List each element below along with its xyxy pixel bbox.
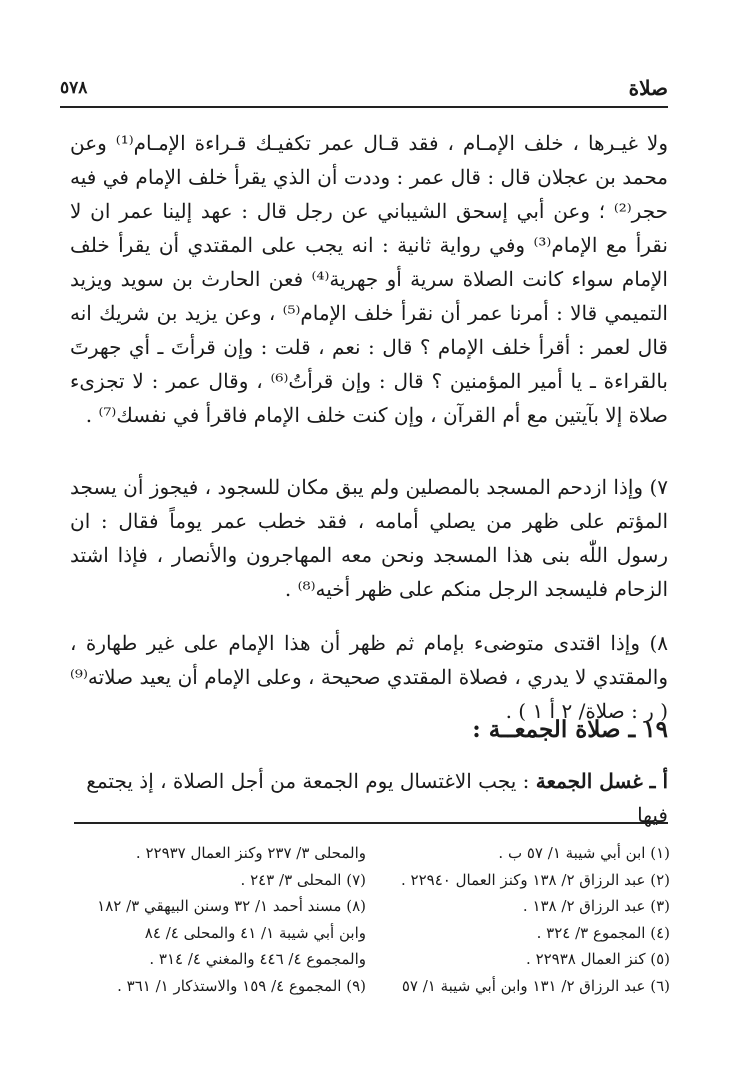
footnote: (٤) المجموع ٣/ ٣٢٤ .	[536, 923, 670, 942]
footnote: (١) ابن أبي شيبة ١/ ٥٧ ب .	[498, 844, 670, 862]
footnote: (٦) عبد الرزاق ٢/ ١٣١ وابن أبي شيبة ١/ ٥٧	[401, 976, 670, 995]
header-title: صلاة	[628, 76, 668, 100]
footnotes-left-column	[66, 840, 366, 999]
footnote: (٩) المجموع ٤/ ١٥٩ والاستذكار ١/ ٣٦١ .	[117, 976, 366, 995]
footnote: والمجموع ٤/ ٤٤٦ والمغني ٤/ ٣١٤ .	[149, 950, 366, 968]
subsection-text: : يجب الاغتسال يوم الجمعة من أجل الصلاة ، إذ يجتمع فيها	[86, 769, 668, 827]
main-text	[70, 126, 668, 728]
footnotes-right-column	[370, 840, 670, 999]
page-number: ٥٧٨	[60, 78, 88, 98]
footnote: (٧) المحلى ٣/ ٢٤٣ .	[240, 870, 366, 889]
footnote: (٨) مسند أحمد ١/ ٣٢ وسنن البيهقي ٣/ ١٨٢	[97, 897, 366, 915]
footnote: (٣) عبد الرزاق ٢/ ١٣٨ .	[522, 897, 670, 915]
subsection-label: أ ـ غسل الجمعة	[535, 769, 668, 793]
footnote: (٢) عبد الرزاق ٢/ ١٣٨ وكنز العمال ٢٢٩٤٠ .	[400, 870, 670, 889]
paragraph: ولا غيـرها ، خلف الإمـام ، فقد قـال عمر تكفيـك قـراءة الإمـام⁽¹⁾ وعن محمد بن عجلان قال : قال عمر : وددت أن الذي يقرأ خلف الإمام في فيه حجر⁽²⁾ ؛ وعن أبي إسحق الشيباني عن رجل قال : عهد إلينا عمر ان لا نقرأ مع الإمام⁽³⁾ وفي رواية ثانية : انه يجب على المقتدي أن يقرأ خلف الإمام سواء كانت الصلاة سرية أو جهرية⁽⁴⁾ فعن الحارث بن سويد ويزيد التميمي قالا : أمرنا عمر أن نقرأ خلف الإمام⁽⁵⁾ ، وعن يزيد بن شريك انه قال لعمر : أقرأ خلف الإمام ؟ قال : نعم ، قلت : وإن قرأتَ ـ أي جهرتَ بالقراءة ـ يا أمير المؤمنين ؟ قال : وإن قرأتُ⁽⁶⁾ ، وقال عمر : لا تجزىء صلاة إلا بآيتين مع أم القرآن ، وإن كنت خلف الإمام فاقرأ في نفسك⁽⁷⁾ .	[70, 131, 668, 427]
paragraph: ٧) وإذا ازدحم المسجد بالمصلين ولم يبق مكان للسجود ، فيجوز أن يسجد المؤتم على ظهر من يصلي أمامه ، فقد خطب عمر يوماً فقال : ان رسول اللّٰه بنى هذا المسجد ونحن معه المهاجرون والأنصار ، فإذا اشتد الزحام فليسجد الرجل منكم على ظهر أخيه⁽⁸⁾ .	[70, 475, 668, 601]
footnote: (٥) كنز العمال ٢٢٩٣٨ .	[526, 950, 670, 968]
footnote: والمحلى ٣/ ٢٣٧ وكنز العمال ٢٢٩٣٧ .	[135, 844, 366, 862]
header-divider	[60, 106, 668, 108]
footnote: وابن أبي شيبة ١/ ٤١ والمحلى ٤/ ٨٤	[144, 923, 366, 942]
footnote-divider	[74, 822, 668, 824]
section-heading: ١٩ ـ صلاة الجمعــة :	[472, 716, 668, 743]
running-header	[60, 76, 668, 106]
paragraph: ٨) وإذا اقتدى متوضىء بإمام ثم ظهر أن هذا الإمام على غير طهارة ، والمقتدي لا يدري ، فصلاة المقتدي صحيحة ، وعلى الإمام أن يعيد صلاته⁽⁹⁾ ( ر : صلاة/ ٢ أ ١ ) .	[70, 631, 668, 723]
